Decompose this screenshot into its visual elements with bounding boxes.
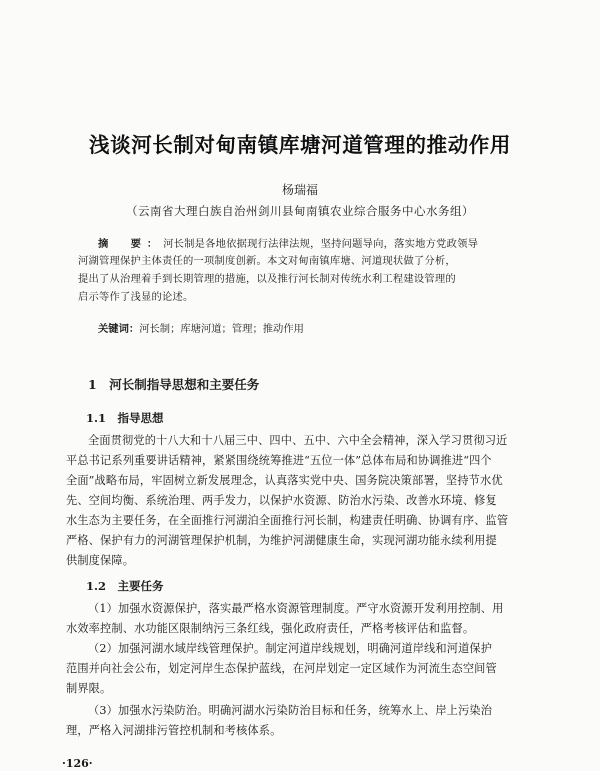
abstract-line: 启示等作了浅显的论述。 (78, 291, 194, 303)
paragraph-line: 供制度保障。 (66, 554, 135, 567)
keywords-text: 河长制；库塘河道；管理；推动作用 (139, 323, 304, 335)
paragraph-line: 水生态为主要任务，在全面推行河湖泊全面推行河长制，构建责任明确、协调有序、监管 (66, 514, 509, 527)
paragraph-line: 全面贯彻党的十八大和十八届三中、四中、五中、六中全会精神，深入学习贯彻习近 (88, 434, 508, 447)
paragraph-line: 平总书记系列重要讲话精神，紧紧围绕统筹推进“五位一体”总体布局和协调推进“四个 (66, 454, 492, 467)
abstract-line: 摘 要：河长制是各地依据现行法律法规，坚持问题导向，落实地方党政领导 (98, 238, 479, 250)
article-title: 浅谈河长制对甸南镇库塘河道管理的推动作用 (89, 133, 511, 157)
keywords-label: 关键词： (98, 323, 140, 335)
abstract-line: 提出了从治理着手到长期管理的措施，以及推行河长制对传统水利工程建设管理的 (78, 273, 456, 285)
paragraph-line: 理，严格入河湖排污管控机制和考核体系。 (66, 724, 282, 737)
paragraph-line: 严格、保护有力的河湖管理保护机制，为维护河湖健康生命，实现河湖功能永续利用提 (66, 534, 497, 547)
abstract-line: 河湖管理保护主体责任的一项制度创新。本文对甸南镇库塘、河道现状做了分析， (78, 255, 456, 267)
paragraph-line: 范围并向社会公布，划定河岸生态保护蓝线，在河岸划定一定区域作为河流生态空间管 (66, 662, 497, 675)
paragraph-line: （1）加强水资源保护，落实最严格水资源管理制度。严守水资源开发利用控制、用 (88, 602, 504, 615)
paragraph-line: 全面”战略布局，牢固树立新发展理念，认真落实党中央、国务院决策部署，坚持节水优 (66, 474, 503, 487)
paragraph-line: 水效率控制、水功能区限制纳污三条红线，强化政府责任，严格考核评估和监督。 (66, 622, 475, 635)
paragraph-line: 先、空间均衡、系统治理、两手发力，以保护水资源、防治水污染、改善水环境、修复 (66, 494, 497, 507)
paragraph-line: 制界限。 (66, 682, 112, 695)
author-name: 杨瑞福 (281, 183, 318, 197)
section-heading: 1 河长制指导思想和主要任务 (88, 377, 260, 392)
paragraph-line: （2）加强河湖水域岸线管理保护。制定河道岸线规划，明确河道岸线和河道保护 (88, 642, 493, 655)
abstract-label: 摘 要： (98, 238, 164, 250)
page-number: ·126· (62, 757, 93, 770)
subsection-heading: 1.2 主要任务 (86, 579, 164, 593)
paragraph-line: （3）加强水污染防治。明确河湖水污染防治目标和任务，统筹水上、岸上污染治 (88, 704, 493, 717)
keywords-line (98, 320, 304, 335)
subsection-heading: 1.1 指导思想 (86, 411, 164, 425)
author-affiliation: （云南省大理白族自治州剑川县甸南镇农业综合服务中心水务组） (126, 204, 474, 218)
